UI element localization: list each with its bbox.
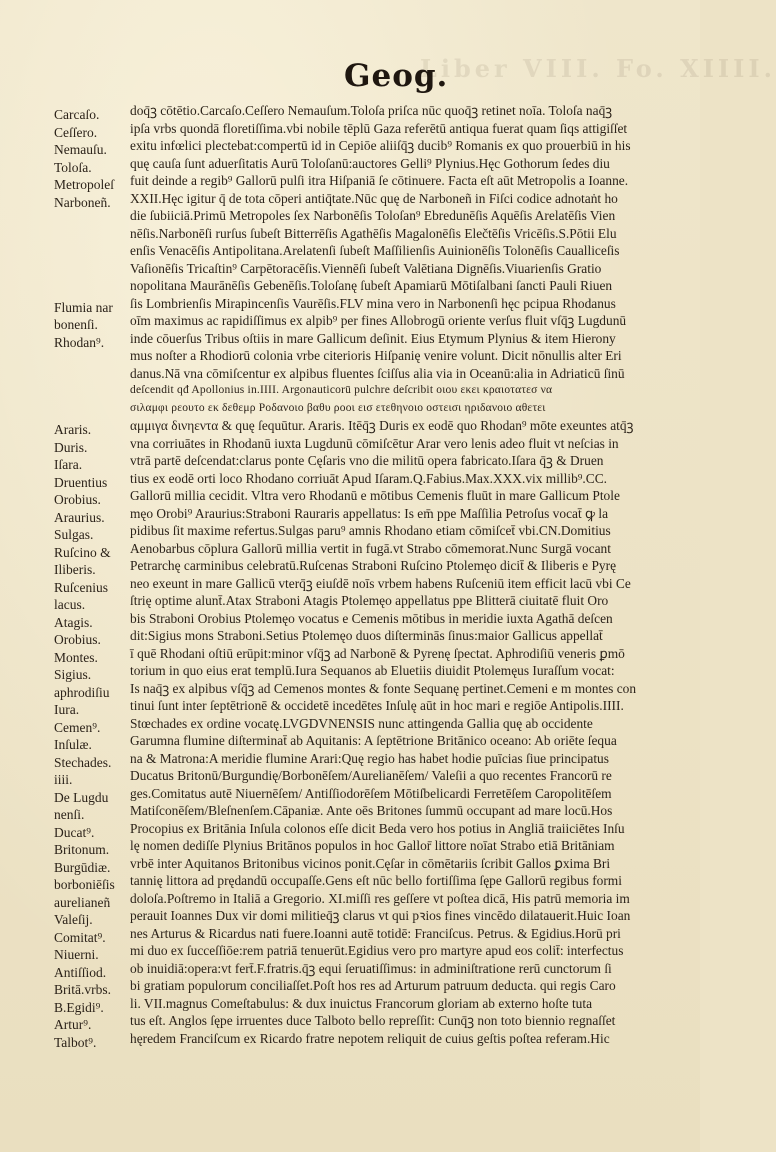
margin-note: Orobius.	[54, 632, 101, 647]
body-line: αμμιγα δινηεντα & quę ſequūtur. Araris. Itēq̄ꝫ Duris ex eodē quo Rhodan⁹ mōte exeuntes atq̄ꝫ	[130, 418, 634, 433]
body-line: neo exeunt in mare Gallicū vterq̄ꝫ eiuſdē noīs vrbem habens Ruſceniū item efficit lacū vbi Ce	[130, 575, 631, 591]
margin-note: Duris.	[54, 439, 88, 455]
margin-note: Druentius	[54, 474, 108, 490]
running-title: Geog.	[344, 58, 449, 94]
margin-note: Valeſij.	[54, 912, 93, 927]
body-line: tus eſt. Anglos ſępe irruentes duce Talboto bello repreſſit: Cunq̄ꝫ non toto biennio regnaſſet	[130, 1013, 616, 1028]
margin-note: Inſulæ.	[54, 737, 92, 752]
margin-note: Stechades.	[54, 754, 112, 770]
margin-note: nenſi.	[54, 807, 85, 822]
body-line: vrbē inter Aquitanos Britonibus vicinos ponit.Cęſar in cōmētariis ſcribit Gallos ꝑxima Bri	[130, 855, 611, 871]
margin-note: Cemen⁹.	[54, 719, 101, 735]
body-line: Ducatus Britonū/Burgundię/Borbonēſem/Aurelianēſem/ Valeſii a quo recentes Francorū re	[130, 768, 612, 783]
margin-note: Atagis.	[54, 614, 93, 630]
margin-note: Carcaſo.	[54, 107, 100, 122]
margin-note: Britonum.	[54, 842, 110, 857]
margin-note: Burgūdiæ.	[54, 859, 111, 875]
body-line: danus.Nā vna cōmiſcentur ex alpibus fluentes ſciſſus alia via in Oceanū:alia in Adriaticū ſinū	[130, 365, 625, 381]
body-line: mus noſter a Rhodiorū colonia vrbe citerioris Hiſpanię venire volunt. Dicit nōnullis alter Eri	[130, 348, 622, 363]
body-line: ſtrię optime alunt̄.Atax Straboni Atagis Ptolemęo appellatus ppe Blitterā ciuitatē fluit Oro	[130, 593, 609, 608]
margin-note: De Lugdu	[54, 789, 109, 805]
margin-note: Talbot⁹.	[54, 1034, 97, 1050]
body-line: ſis Lombrienſis Mirapincenſis Vaurēſis.FLV mina vero in Narbonenſi hęc pcipua Rhodanus	[130, 295, 616, 311]
margin-note: aphrodiſiu	[54, 684, 110, 700]
margin-note: aurelianeñ	[54, 894, 111, 910]
margin-note: B.Egidi⁹.	[54, 999, 104, 1015]
margin-note: Sigius.	[54, 667, 92, 682]
body-line: inde cōuerſus Tribus oſtiis in mare Gallicum deſinit. Eius Etymum Plynius & item Hierony	[130, 330, 616, 346]
body-line: XXII.Hęc igitur q̄ de tota cōperi antiq̄tate.Nūc quę de Narboneñ in Fiſci codice adnotaṅt ho	[130, 190, 618, 206]
body-line: perauit Ioannes Dux vir domi militieq̄ꝫ clarus vt qui pꝛios fines vincēdo dilatauerit.Huic Ioan	[130, 908, 631, 923]
margin-note: iiii.	[54, 772, 73, 787]
body-line: na & Matrona:A meridie flumine Arari:Quę regio has habet hodie puīcias ſiue principatus	[130, 750, 609, 766]
body-line: Vaſionēſis Tricaſtin⁹ Carpētoracēſis.Viennēſi ſubeſt Valētiana Dignēſis.Viuarienſis Gratio	[130, 260, 602, 276]
margin-note: Narboneñ.	[54, 194, 111, 210]
margin-note: Iliberis.	[54, 562, 96, 577]
margin-note: Toloſa.	[54, 159, 92, 175]
body-line: quę cauſa ſunt aduerſitatis Aurū Toloſanū:auctores Gelli⁹ Plynius.Hęc Gothorum ſedes diu	[130, 155, 610, 171]
body-line: ob inuidiā:opera:vt fert̄.F.fratris.q̄ꝫ equi ſeruatiſſimus: in adminiſtratione rerū cunctorum ſi	[130, 960, 612, 976]
body-line: Stœchades ex ordine vocatę.LVGDVNENSIS nunc attingenda Gallia quę ab occidente	[130, 715, 593, 731]
bleed-through-text: Liber VIII. Fo. XIIII.	[420, 54, 776, 83]
margin-note: Artur⁹.	[54, 1017, 92, 1032]
body-line: Matiſconēſem/Bleſnenſem.Cāpaniæ. Ante oēs Britones ſummū occupant ad mare locū.Hos	[130, 803, 613, 818]
margin-note: Ruſcino &	[54, 544, 111, 560]
body-line: bi gratiam populorum conciliaſſet.Poſt hos res ad Arturum patruum deducta. qui regis Caro	[130, 978, 616, 993]
margin-note: Nemauſu.	[54, 142, 107, 157]
body-line: deſcendit qđ Apollonius in.IIII. Argonauticorū pulchre deſcribit οιου εκει κραιοτατεσ να	[130, 384, 553, 396]
margin-note: Araurius.	[54, 509, 105, 525]
margin-note: Antiſſiod.	[54, 964, 107, 980]
body-line: σιλαμφι ρεουτο εκ δεθεμρ Ροδανοιο βαθυ ροοι εισ ετεθηνοιο οστεισι ηριδανοιο αθετει	[130, 401, 546, 414]
body-line: Garumna flumine diſterminat̄ ab Aquitanis: A ſeptētrione Britānico oceano: Ab oriēte ſequa	[130, 733, 617, 748]
body-line: die ſubiiciā.Primū Metropoles ſex Narbonēſis Toloſan⁹ Ebredunēſis Aquēſis Arelatēſis Vien	[130, 208, 616, 223]
margin-note: bonenſi.	[54, 317, 98, 332]
body-line: pidibus ſit maxime refertus.Sulgas paru⁹ amnis Rhodano etiam cōmiſcet̄ vbi.CN.Domitius	[130, 523, 611, 538]
body-line: ges.Comitatus autē Niuernēſem/ Antiſſiodorēſem Mōtiſbelicardi Ferretēſem Caropolitēſem	[130, 785, 612, 801]
body-line: mi duo ex ſucceſſiōe:rem patriā tenuerūt.Egidius vero pro martyre apud eos colit̄: interfectus	[130, 943, 624, 958]
margin-note: Orobius.	[54, 492, 101, 507]
body-line: doq̄ꝫ cōtētio.Carcaſo.Ceſſero Nemauſum.Toloſa priſca nūc quoq̄ꝫ retinet noīa. Toloſa naq̄ꝫ	[130, 103, 613, 118]
body-line: męo Orobi⁹ Araurius:Straboni Rauraris appellatus: Is em̄ ppe Maſſilia Petroſus vocat̄ ꝙ la	[130, 505, 609, 521]
body-line: tius ex eodē orti loco Rhodano corriuāt Apud Iſaram.Q.Fabius.Max.XXX.vix millib⁹.CC.	[130, 470, 607, 486]
body-line: hęredem Franciſcum ex Ricardo fratre nepotem reliquit de cuius geſtis poſtea referam.Hic	[130, 1030, 610, 1046]
margin-note: Metropoleſ	[54, 177, 114, 192]
body-line: ī quē Rhodani oſtiū erūpit:minor vſq̄ꝫ ad Narbonē & Pyrenę ſpectat. Aphrodiſiū veneris ꝑmō	[130, 645, 625, 661]
body-line: li. VII.magnus Comeſtabulus: & dux inuictus Francorum gloriam ab externo hoſte tuta	[130, 995, 593, 1011]
margin-note: Montes.	[54, 649, 98, 665]
margin-note: borboniēſis	[54, 877, 115, 892]
margin-note: Britā.vrbs.	[54, 982, 111, 997]
body-line: nopolitana Maurānēſis Gebenēſis.Toloſanę ſubeſt Apamiarū Mōtiſalbani ſancti Pauli Riuen	[130, 278, 613, 293]
body-line: Aenobarbus cōplura Gallorū millia vertit in fugā.vt Strabo cōmemorat.Nunc Surgā vocant	[130, 540, 611, 556]
body-line: vna corriuātes in Rhodanū iuxta Lugdunū cōmiſcētur Arar vero lenis adeo fluit vt neſcias in	[130, 435, 619, 451]
body-line: torium in quo eius erat templū.Iura Sequanos ab Eluetiis diuidit Ptolemęus Iuraſſum vocat:	[130, 663, 615, 678]
body-line: lę nomen dediſſe Plynius Britānos populos in hoc Gallor̄ littore noīat Strabo etiā Britāniam	[130, 838, 615, 853]
margin-note: Flumia nar	[54, 299, 113, 315]
margin-note: Araris.	[54, 422, 92, 437]
body-line: bis Straboni Orobius Ptolemęo vocatus e Cemenis mōtibus in meridie iuxta Agathā deſcen	[130, 610, 613, 626]
margin-note: Sulgas.	[54, 527, 94, 542]
body-line: oīm maximus ac rapidiſſimus ex alpib⁹ per fines Allobrogū oriente verſus fluit vſq̄ꝫ Lugdunū	[130, 313, 627, 328]
body-line: vtrā partē deſcendat:clarus ponte Cęſaris vno die militū opera fabricato.Iſara q̄ꝫ & Druen	[130, 453, 604, 468]
margin-note: Niuerni.	[54, 947, 99, 962]
margin-note: Iura.	[54, 702, 80, 717]
margin-note: lacus.	[54, 597, 86, 612]
body-line: fuit deinde a regib⁹ Gallorū pulſi itra Hiſpaniā ſe cōtinuere. Facta eſt aūt Metropolis a Ioanne.	[130, 173, 629, 188]
body-line: Gallorū millia cecidit. Vltra vero Rhodanū e mōtibus Cemenis fluūt in mare Gallicum Ptole	[130, 488, 620, 503]
body-line: Is naq̄ꝫ ex alpibus vſq̄ꝫ ad Cemenos montes & fonte Sequanę pertinet.Cemeni e m montes con	[130, 680, 637, 696]
body-text	[130, 102, 682, 1047]
margin-note: Ruſcenius	[54, 579, 108, 595]
body-line: enſis Venacēſis Antipolitana.Arelatenſi ſubeſt Maſſilienſis Auinionēſis Tolonēſis Caualliceſis	[130, 243, 620, 258]
body-line: Petrarchę carminibus celebratū.Ruſcenas Straboni Ruſcino Ptolemęo dicit̄ & Iliberis e Pyrę	[130, 558, 617, 573]
margin-note: Ceſſero.	[54, 124, 98, 140]
body-line: nes Arturus & Ricardus nati fuere.Ioanni autē totidē: Franciſcus. Petrus. & Egidius.Horū pri	[130, 925, 621, 941]
margin-note: Comitat⁹.	[54, 929, 106, 945]
body-line: Procopius ex Britānia Inſula colonos eſſe dicit Beda vero hos potius in Angliā traiiciētes Inſu	[130, 820, 625, 836]
margin-note: Iſara.	[54, 457, 83, 472]
body-line: tinui ſunt inter ſeptētrionē & occidetē incedētes Inſulę aūt in hoc mari e regiōe Antipolis.IIII.	[130, 698, 624, 713]
body-line: ipſa vrbs quondā floretiſſima.vbi nobile tēplū Gaza referētū antiqua fuerat quam ſiqs attigiſſet	[130, 120, 628, 136]
margin-note: Ducat⁹.	[54, 824, 95, 840]
margin-note: Rhodan⁹.	[54, 334, 105, 350]
body-line: doloſa.Poſtremo in Italiā a Gregorio. XI.miſſi res geſſere vt poſtea dicā, His patrū memoria im	[130, 890, 630, 906]
body-line: nēſis.Narbonēſi rurſus ſubeſt Bitterrēſis Agathēſis Magalonēſis Elečtēſis Vricēſis.S.Pōtii Elu	[130, 225, 617, 241]
body-line: tannię littora ad prędandū occupaſſe.Gens eſt nūc bello fortiſſima ſępe Gallorū regibus formi	[130, 873, 622, 888]
body-line: dit:Sigius mons Straboni.Setius Ptolemęo duos diſterminās ſinus:maior Gallicus appellat̄	[130, 628, 603, 643]
body-line: exitu infœlici plectebat:compertū id in Cepiōe aliiſq̄ꝫ ducib⁹ Romanis ex quo prouerbiū in his	[130, 138, 631, 153]
